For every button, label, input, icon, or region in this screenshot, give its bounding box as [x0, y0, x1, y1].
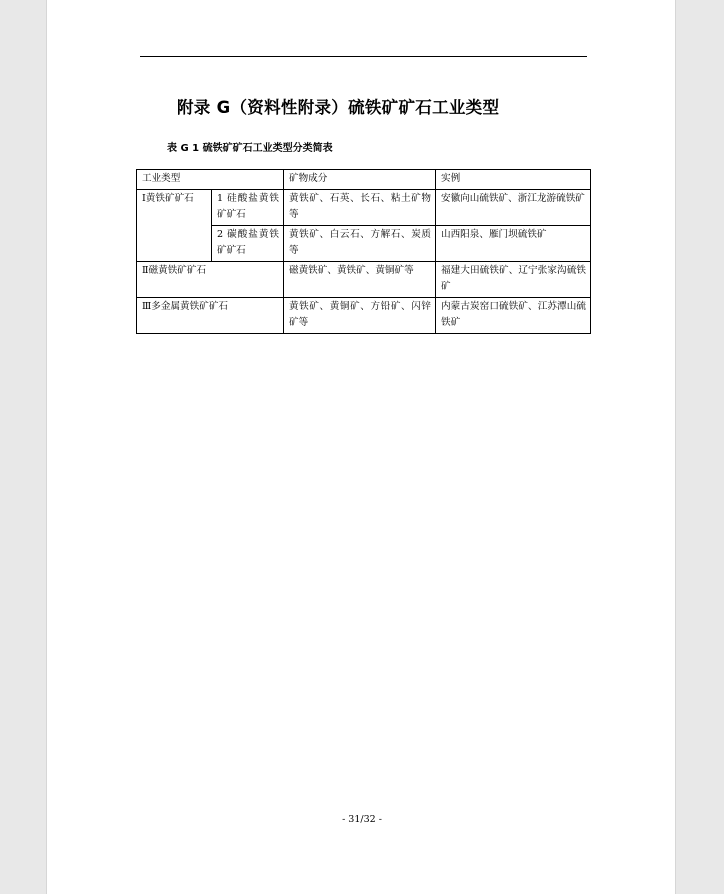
header-cell-type: 工业类型: [137, 170, 284, 190]
table-header-row: [137, 170, 591, 190]
type-group-cell: Ⅰ黄铁矿矿石: [137, 189, 212, 261]
mineral-cell: 黄铁矿、白云石、方解石、炭质等: [284, 225, 436, 261]
subtype-cell: 2 碳酸盐黄铁矿矿石: [212, 225, 284, 261]
table-row: [137, 189, 591, 225]
header-rule: [140, 56, 587, 57]
table-caption: 表 G 1 硫铁矿矿石工业类型分类简表: [167, 143, 333, 154]
classification-table: [136, 169, 591, 334]
example-cell: 山西阳泉、雁门坝硫铁矿: [436, 225, 591, 261]
header-cell-example: 实例: [436, 170, 591, 190]
mineral-cell: 磁黄铁矿、黄铁矿、黄铜矿等: [284, 261, 436, 297]
type-cell: Ⅲ多金属黄铁矿矿石: [137, 297, 284, 333]
header-cell-mineral: 矿物成分: [284, 170, 436, 190]
table-row: [137, 261, 591, 297]
page-number: - 31/32 -: [342, 814, 382, 825]
example-cell: 安徽向山硫铁矿、浙江龙游硫铁矿: [436, 189, 591, 225]
type-cell: Ⅱ磁黄铁矿矿石: [137, 261, 284, 297]
example-cell: 内蒙古炭窑口硫铁矿、江苏潭山硫铁矿: [436, 297, 591, 333]
appendix-title: 附录 G（资料性附录）硫铁矿矿石工业类型: [177, 98, 500, 117]
document-page: [46, 0, 676, 894]
mineral-cell: 黄铁矿、石英、长石、粘土矿物等: [284, 189, 436, 225]
subtype-cell: 1 硅酸盐黄铁矿矿石: [212, 189, 284, 225]
example-cell: 福建大田硫铁矿、辽宁张家沟硫铁矿: [436, 261, 591, 297]
table-row: [137, 297, 591, 333]
mineral-cell: 黄铁矿、黄铜矿、方铅矿、闪锌矿等: [284, 297, 436, 333]
